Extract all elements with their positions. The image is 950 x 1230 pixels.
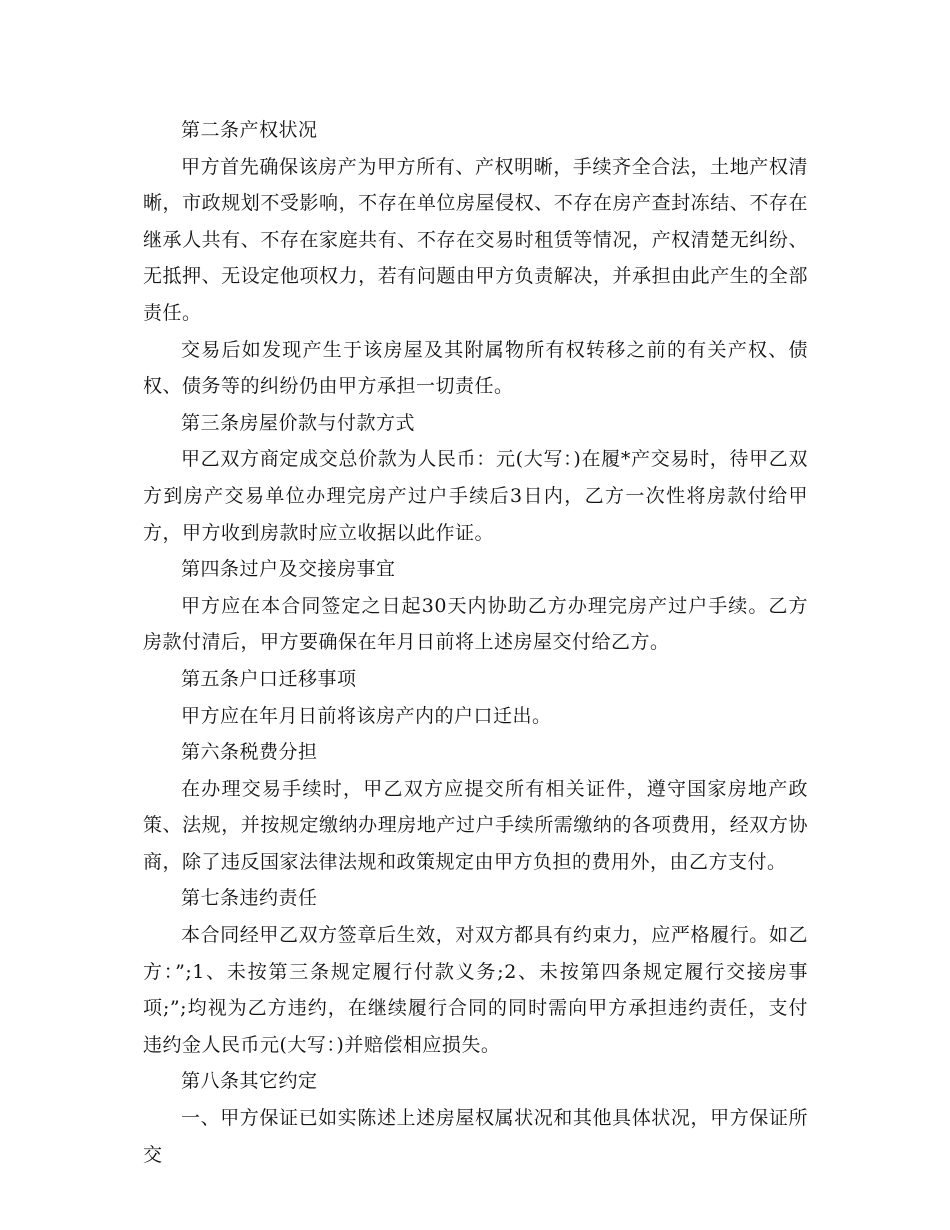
section-heading-7: 第七条违约责任 bbox=[181, 887, 318, 910]
section-heading-2: 第二条产权状况 bbox=[181, 119, 318, 141]
paragraph-other-agreements: 一、甲方保证已如实陈述上述房屋权属状况和其他具体状况，甲方保证所交 bbox=[143, 1107, 808, 1166]
section-heading-4: 第四条过户及交接房事宜 bbox=[181, 558, 396, 581]
section-heading-5: 第五条户口迁移事项 bbox=[181, 667, 357, 690]
section-heading-8: 第八条其它约定 bbox=[181, 1070, 318, 1093]
section-heading-3: 第三条房屋价款与付款方式 bbox=[181, 411, 416, 434]
paragraph-post-transaction-disputes: 交易后如发现产生于该房屋及其附属物所有权转移之前的有关产权、债权、债务等的纠纷仍由甲方承担一切责任。 bbox=[143, 338, 808, 398]
paragraph-breach-liability: 本合同经甲乙双方签章后生效，对双方都具有约束力，应严格履行。如乙方：”;1、未按第三条规定履行付款义务;2、未按第四条规定履行交接房事项;”;均视为乙方违约，在继续履行合同的同时需向甲方承担违约责任，支付违约金人民币元(大写：)并赔偿相应损失。 bbox=[143, 924, 808, 1056]
paragraph-household-registration: 甲方应在年月日前将该房产内的户口迁出。 bbox=[181, 704, 552, 727]
paragraph-price-payment: 甲乙双方商定成交总价款为人民币：元(大写：)在履*产交易时，待甲乙双方到房产交易单位办理完房产过户手续后3日内，乙方一次性将房款付给甲方，甲方收到房款时应立收据以此作证。 bbox=[143, 448, 808, 544]
paragraph-transfer-handover: 甲方应在本合同签定之日起30天内协助乙方办理完房产过户手续。乙方房款付清后，甲方要确保在年月日前将上述房屋交付给乙方。 bbox=[143, 594, 808, 654]
section-heading-6: 第六条税费分担 bbox=[181, 741, 318, 764]
paragraph-taxes-fees: 在办理交易手续时，甲乙双方应提交所有相关证件，遵守国家房地产政策、法规，并按规定缴纳办理房地产过户手续所需缴纳的各项费用，经双方协商，除了违反国家法律法规和政策规定由甲方负担的费用外，由乙方支付。 bbox=[143, 777, 808, 873]
paragraph-property-status: 甲方首先确保该房产为甲方所有、产权明晰，手续齐全合法，土地产权清晰，市政规划不受影响，不存在单位房屋侵权、不存在房产查封冻结、不存在继承人共有、不存在家庭共有、不存在交易时租赁等情况，产权清楚无纠纷、无抵押、无设定他项权力，若有问题由甲方负责解决，并承担由此产生的全部责任。 bbox=[143, 155, 808, 324]
